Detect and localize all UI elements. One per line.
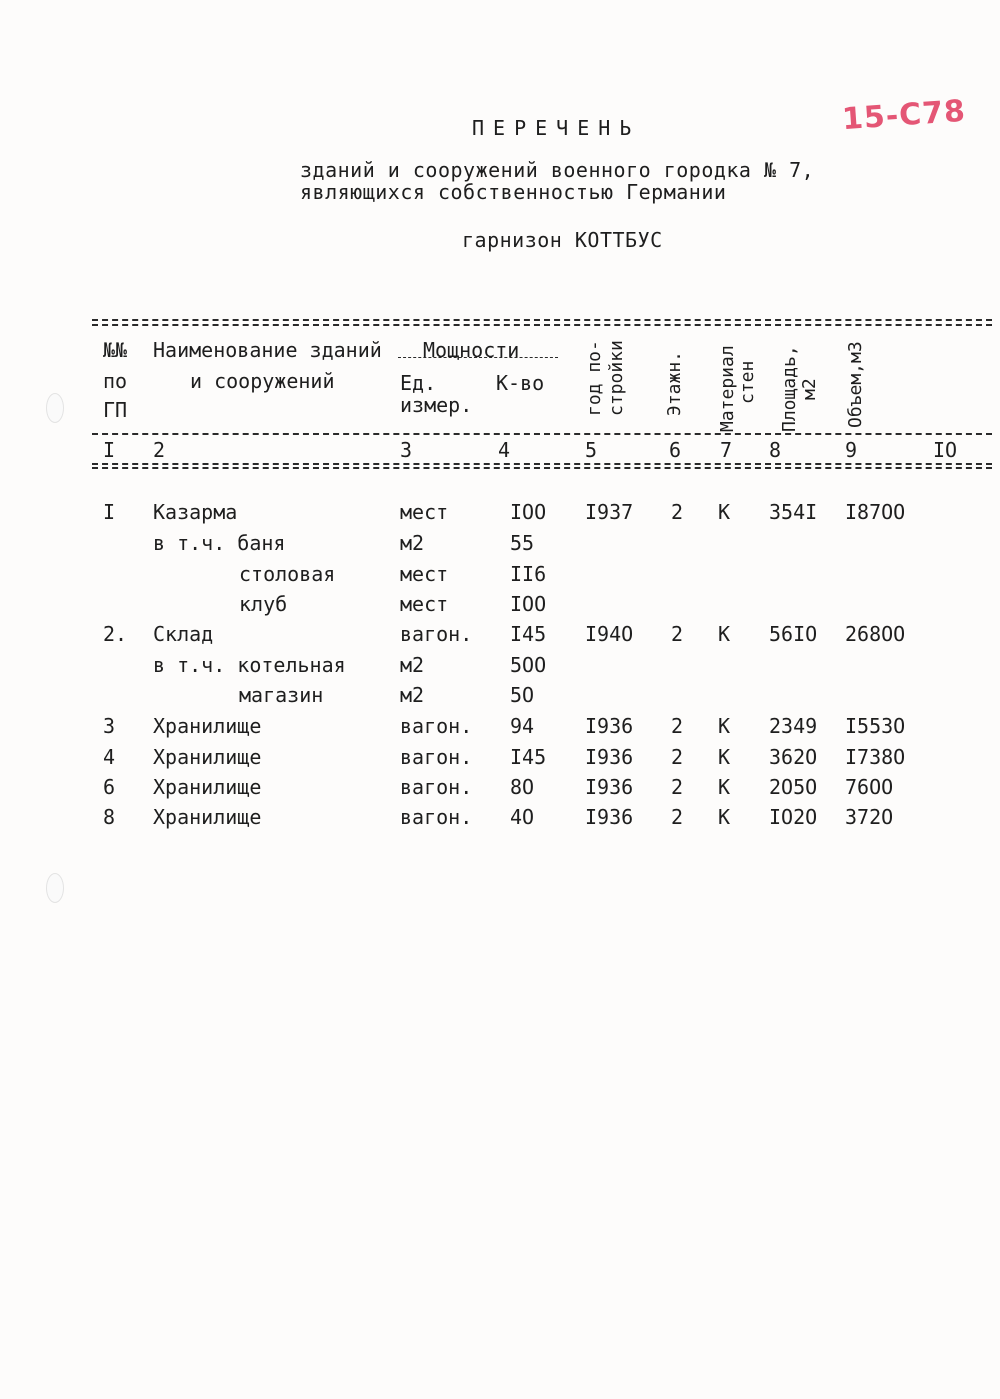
garrison-label: гарнизон КОТТБУС: [462, 228, 663, 252]
header-unit-line2: измер.: [400, 393, 473, 417]
cell-qty: 55: [510, 531, 535, 555]
cell-qty: II6: [510, 562, 547, 586]
col-numbers-bottom-rule-double: [92, 467, 992, 469]
table-top-rule: [92, 319, 992, 321]
cell-unit: м2: [400, 683, 425, 707]
cell-unit: вагон.: [400, 622, 473, 646]
cell-floors: 2: [671, 714, 684, 738]
cell-name: Склад: [153, 622, 214, 646]
header-power: Мощности: [423, 338, 520, 362]
cell-area: 354I: [769, 500, 818, 524]
col-number: I: [103, 438, 116, 462]
subtitle-line-2: являющихся собственностью Германии: [300, 180, 727, 204]
cell-floors: 2: [671, 622, 684, 646]
header-qty: К-во: [496, 371, 545, 395]
archive-stamp: 15-С78: [840, 93, 968, 138]
cell-area: 56IO: [769, 622, 818, 646]
cell-year: I936: [585, 745, 634, 769]
cell-year: I936: [585, 775, 634, 799]
cell-volume: I738O: [845, 745, 906, 769]
cell-area: 362O: [769, 745, 818, 769]
cell-year: I936: [585, 714, 634, 738]
cell-unit: мест: [400, 592, 449, 616]
cell-volume: I553O: [845, 714, 906, 738]
cell-year: I936: [585, 805, 634, 829]
header-name-line1: Наименование зданий: [153, 338, 382, 362]
cell-volume: 372O: [845, 805, 894, 829]
cell-qty: 5OO: [510, 653, 547, 677]
header-no-line1: №№: [103, 338, 128, 362]
cell-volume: I87OO: [845, 500, 906, 524]
document-title: ПЕРЕЧЕНЬ: [472, 116, 641, 140]
cell-no: 6: [103, 775, 116, 799]
cell-unit: м2: [400, 653, 425, 677]
col-number: 6: [669, 438, 682, 462]
cell-qty: 94: [510, 714, 535, 738]
cell-name: Хранилище: [153, 775, 262, 799]
header-material-line2: стен: [737, 360, 758, 404]
cell-name: Казарма: [153, 500, 238, 524]
cell-floors: 2: [671, 745, 684, 769]
subtitle-line-1: зданий и сооружений военного городка № 7,: [300, 158, 815, 182]
col-number: 7: [720, 438, 733, 462]
header-year-line2: стройки: [606, 340, 627, 416]
cell-unit: вагон.: [400, 745, 473, 769]
header-name-line2: и сооружений: [190, 369, 335, 393]
cell-volume: 268OO: [845, 622, 906, 646]
cell-qty: 8O: [510, 775, 535, 799]
cell-material: К: [718, 775, 731, 799]
cell-qty: IOO: [510, 592, 547, 616]
header-area-line1: Площадь,: [779, 345, 800, 432]
cell-year: I94O: [585, 622, 634, 646]
cell-area: 2349: [769, 714, 818, 738]
cell-name: Хранилище: [153, 745, 262, 769]
cell-material: К: [718, 714, 731, 738]
cell-unit: мест: [400, 500, 449, 524]
cell-unit: м2: [400, 531, 425, 555]
cell-no: 8: [103, 805, 116, 829]
header-area-line2: м2: [799, 378, 820, 400]
header-material-line1: Материал: [717, 345, 738, 432]
cell-name: Хранилище: [153, 805, 262, 829]
cell-unit: вагон.: [400, 714, 473, 738]
header-volume: Объем,м3: [845, 341, 866, 428]
cell-no: 3: [103, 714, 116, 738]
cell-name: в т.ч. баня: [153, 531, 286, 555]
header-no-line2: по: [103, 369, 128, 393]
cell-unit: вагон.: [400, 775, 473, 799]
cell-no: 4: [103, 745, 116, 769]
cell-unit: мест: [400, 562, 449, 586]
cell-name: магазин: [239, 683, 324, 707]
cell-unit: вагон.: [400, 805, 473, 829]
cell-material: К: [718, 622, 731, 646]
cell-name: столовая: [239, 562, 336, 586]
cell-name: Хранилище: [153, 714, 262, 738]
col-numbers-bottom-rule: [92, 463, 992, 465]
cell-floors: 2: [671, 500, 684, 524]
col-number: 3: [400, 438, 413, 462]
cell-floors: 2: [671, 805, 684, 829]
cell-name: клуб: [239, 592, 288, 616]
col-number: 9: [845, 438, 858, 462]
cell-volume: 76OO: [845, 775, 894, 799]
header-no-line3: ГП: [103, 398, 128, 422]
cell-no: I: [103, 500, 116, 524]
header-bottom-rule: [92, 433, 992, 435]
cell-material: К: [718, 745, 731, 769]
cell-area: 2O5O: [769, 775, 818, 799]
cell-area: IO2O: [769, 805, 818, 829]
cell-qty: 5O: [510, 683, 535, 707]
cell-qty: 4O: [510, 805, 535, 829]
col-number: 8: [769, 438, 782, 462]
cell-no: 2.: [103, 622, 128, 646]
col-number: 2: [153, 438, 166, 462]
punch-hole-bottom: [46, 873, 64, 903]
cell-material: К: [718, 805, 731, 829]
cell-floors: 2: [671, 775, 684, 799]
cell-qty: IOO: [510, 500, 547, 524]
col-number: IO: [933, 438, 958, 462]
cell-material: К: [718, 500, 731, 524]
header-floors: Этажн.: [664, 350, 685, 416]
cell-year: I937: [585, 500, 634, 524]
table-top-rule-double: [92, 324, 992, 326]
punch-hole-top: [46, 393, 64, 423]
cell-name: в т.ч. котельная: [153, 653, 346, 677]
header-year-line1: год по-: [584, 340, 605, 416]
col-number: 4: [498, 438, 511, 462]
cell-qty: I45: [510, 745, 547, 769]
cell-qty: I45: [510, 622, 547, 646]
header-unit-line1: Ед.: [400, 371, 437, 395]
col-number: 5: [585, 438, 598, 462]
